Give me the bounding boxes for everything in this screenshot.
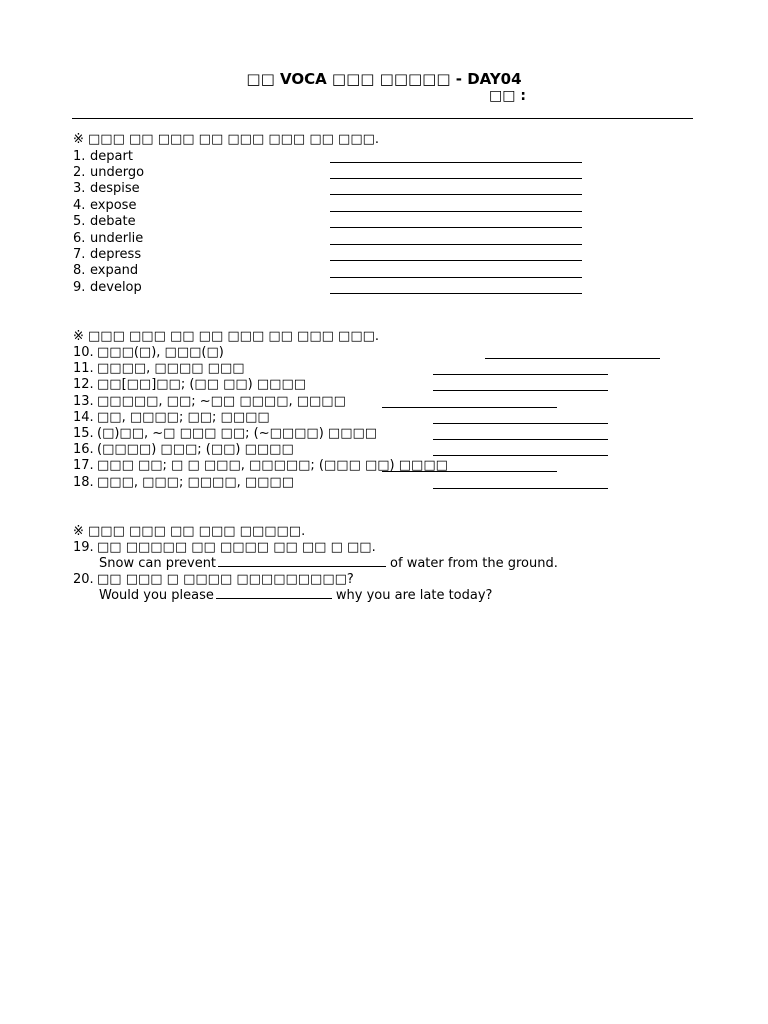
- item-number: 15.: [73, 426, 94, 441]
- korean-meaning: (□)□□, ~□ □□□ □□; (~□□□□) □□□□: [97, 426, 378, 441]
- korean-meaning: □□□□□, □□; ~□□ □□□□, □□□□: [97, 394, 346, 409]
- item-number: 9.: [73, 280, 86, 295]
- item-number: 20.: [73, 572, 94, 587]
- item-number: 11.: [73, 361, 94, 376]
- sentence-end: why you are late today?: [335, 588, 493, 603]
- english-sentence: [99, 556, 558, 572]
- item-number: 18.: [73, 475, 94, 490]
- section3-instruction: ※ □□□ □□□ □□ □□□ □□□□□.: [73, 524, 306, 539]
- item-number: 3.: [73, 181, 86, 196]
- vocab-word: expand: [90, 263, 139, 278]
- answer-blank[interactable]: [433, 488, 608, 489]
- answer-blank[interactable]: [330, 178, 582, 179]
- answer-blank[interactable]: [433, 455, 608, 456]
- item-number: 16.: [73, 442, 94, 457]
- korean-meaning: □□□(□), □□□(□): [97, 345, 224, 360]
- item-number: 10.: [73, 345, 94, 360]
- answer-blank[interactable]: [330, 260, 582, 261]
- answer-blank[interactable]: [330, 162, 582, 163]
- answer-blank[interactable]: [218, 565, 386, 567]
- korean-meaning: (□□□□) □□□; (□□) □□□□: [97, 442, 294, 457]
- answer-blank[interactable]: [330, 244, 582, 245]
- korean-meaning: □□, □□□□; □□; □□□□: [97, 410, 270, 425]
- answer-blank[interactable]: [433, 390, 608, 391]
- item-number: 5.: [73, 214, 86, 229]
- korean-meaning: □□□□, □□□□ □□□: [97, 361, 245, 376]
- vocab-word: develop: [90, 280, 142, 295]
- answer-blank[interactable]: [330, 227, 582, 228]
- sentence-start: Snow can prevent: [99, 556, 217, 571]
- section1-instruction: ※ □□□ □□ □□□ □□ □□□ □□□ □□ □□□.: [73, 132, 380, 147]
- vocab-word: depress: [90, 247, 142, 262]
- item-number: 2.: [73, 165, 86, 180]
- sentence-end: of water from the ground.: [390, 556, 558, 571]
- answer-blank[interactable]: [216, 597, 332, 599]
- vocab-word: despise: [90, 181, 140, 196]
- korean-meaning: □□□ □□; □ □ □□□, □□□□□; (□□□ □□) □□□□: [97, 458, 448, 473]
- answer-blank[interactable]: [330, 293, 582, 294]
- name-label: □□ :: [489, 88, 526, 104]
- vocab-word: debate: [90, 214, 136, 229]
- vocab-word: expose: [90, 198, 137, 213]
- item-number: 12.: [73, 377, 94, 392]
- vocab-word: undergo: [90, 165, 145, 180]
- answer-blank[interactable]: [433, 423, 608, 424]
- english-sentence: [99, 588, 492, 604]
- section2-instruction: ※ □□□ □□□ □□ □□ □□□ □□ □□□ □□□.: [73, 329, 380, 344]
- korean-sentence: □□ □□□□□ □□ □□□□ □□ □□ □ □□.: [97, 540, 376, 555]
- page-title: □□ VOCA □□□ □□□□□ - DAY04: [246, 70, 522, 88]
- answer-blank[interactable]: [485, 358, 660, 359]
- answer-blank[interactable]: [382, 407, 557, 408]
- item-number: 7.: [73, 247, 86, 262]
- item-number: 13.: [73, 394, 94, 409]
- vocab-word: depart: [90, 149, 133, 164]
- answer-blank[interactable]: [433, 374, 608, 375]
- answer-blank[interactable]: [382, 471, 557, 472]
- item-number: 14.: [73, 410, 94, 425]
- answer-blank[interactable]: [330, 194, 582, 195]
- answer-blank[interactable]: [330, 277, 582, 278]
- korean-sentence: □□ □□□ □ □□□□ □□□□□□□□□?: [97, 572, 354, 587]
- item-number: 6.: [73, 231, 86, 246]
- sentence-start: Would you please: [99, 588, 214, 603]
- korean-meaning: □□□, □□□; □□□□, □□□□: [97, 475, 294, 490]
- item-number: 8.: [73, 263, 86, 278]
- item-number: 1.: [73, 149, 86, 164]
- answer-blank[interactable]: [330, 211, 582, 212]
- header-divider: [72, 118, 693, 119]
- vocab-word: underlie: [90, 231, 144, 246]
- korean-meaning: □□[□□]□□; (□□ □□) □□□□: [97, 377, 307, 392]
- answer-blank[interactable]: [433, 439, 608, 440]
- item-number: 4.: [73, 198, 86, 213]
- item-number: 17.: [73, 458, 94, 473]
- item-number: 19.: [73, 540, 94, 555]
